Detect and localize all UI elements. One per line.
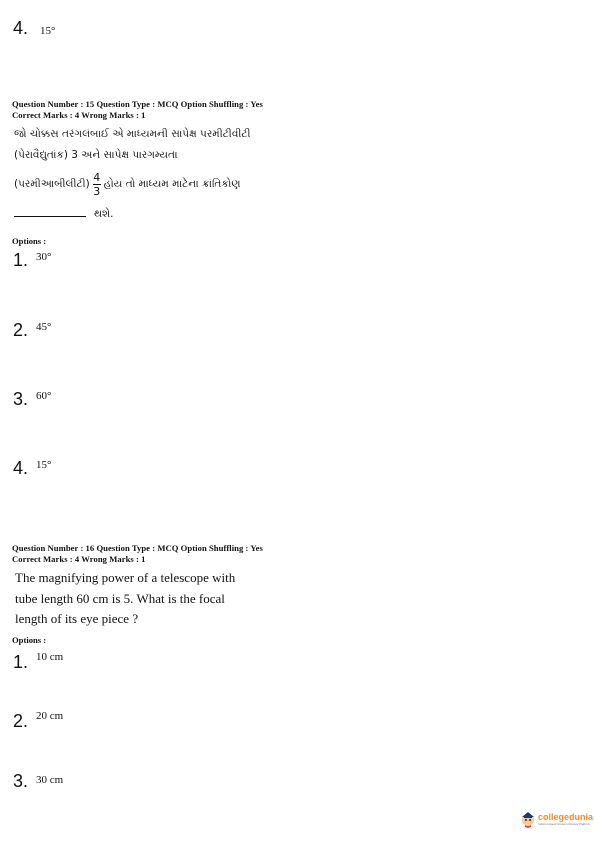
option-number: 3. [13, 771, 29, 791]
collegedunia-logo [520, 810, 593, 828]
option-value: 30° [36, 251, 52, 263]
fraction [93, 172, 101, 197]
option-value: 15° [40, 25, 56, 37]
option-value: 45° [36, 321, 52, 333]
q15-text-line1: જો ચોક્કસ તરંગલંબાઈ એ માધ્યમની સાપેક્ષ પરમીટીવીટી [14, 128, 251, 140]
q15-meta-line2: Correct Marks : 4 Wrong Marks : 1 [12, 110, 146, 120]
q16-option-1[interactable] [13, 652, 63, 673]
q15-text-line2: (પેરાવૈદ્યુતાંક) 3 અને સાપેક્ષ પારગમ્યતા [14, 149, 178, 161]
option-number: 2. [13, 320, 29, 340]
q16-text-line1: The magnifying power of a telescope with [15, 570, 236, 585]
q15-option-3[interactable] [13, 389, 51, 410]
q16-meta-line2: Correct Marks : 4 Wrong Marks : 1 [12, 554, 146, 564]
q15-meta-line1: Question Number : 15 Question Type : MCQ Option Shuffling : Yes [12, 99, 263, 109]
option-value: 30 cm [36, 774, 64, 786]
option-number: 4. [13, 18, 29, 38]
q15-option-2[interactable] [13, 320, 51, 341]
q16-text-line3: length of its eye piece ? [15, 611, 139, 626]
option-value: 60° [36, 390, 52, 402]
q15-options-label: Options : [12, 236, 47, 246]
q15-option-1[interactable] [13, 250, 51, 271]
option-value: 15° [36, 459, 52, 471]
mascot-icon [520, 810, 536, 828]
option-number: 2. [13, 711, 29, 731]
q16-option-3[interactable] [13, 771, 63, 792]
logo-tagline: India's largest Student Review Platform [538, 822, 591, 826]
fraction-denominator: 3 [93, 185, 101, 198]
q15-line3-suffix: હોય તો માધ્યમ માટેના ક્રાંતિકોણ [103, 178, 241, 190]
q16-option-2[interactable] [13, 711, 63, 732]
fraction-numerator: 4 [93, 171, 101, 184]
q15-text-line4 [14, 208, 114, 221]
q16-options-label: Options : [12, 635, 47, 645]
option-value: 10 cm [36, 651, 64, 663]
q15-line3-prefix: (પરમીઆબીલીટી) [14, 178, 90, 190]
q15-line4-suffix: થશે. [94, 208, 114, 220]
prev-option-4 [13, 18, 55, 39]
option-number: 3. [13, 389, 29, 409]
option-value: 20 cm [36, 710, 64, 722]
logo-brand: collegedunia [538, 812, 594, 822]
q16-meta-line1: Question Number : 16 Question Type : MCQ Option Shuffling : Yes [12, 543, 263, 553]
q15-option-4[interactable] [13, 458, 51, 479]
option-number: 1. [13, 250, 29, 270]
q15-text-line3 [14, 172, 241, 197]
option-number: 1. [13, 652, 29, 672]
q16-text-line2: tube length 60 cm is 5. What is the focal [15, 591, 225, 606]
answer-blank [14, 216, 86, 217]
option-number: 4. [13, 458, 29, 478]
